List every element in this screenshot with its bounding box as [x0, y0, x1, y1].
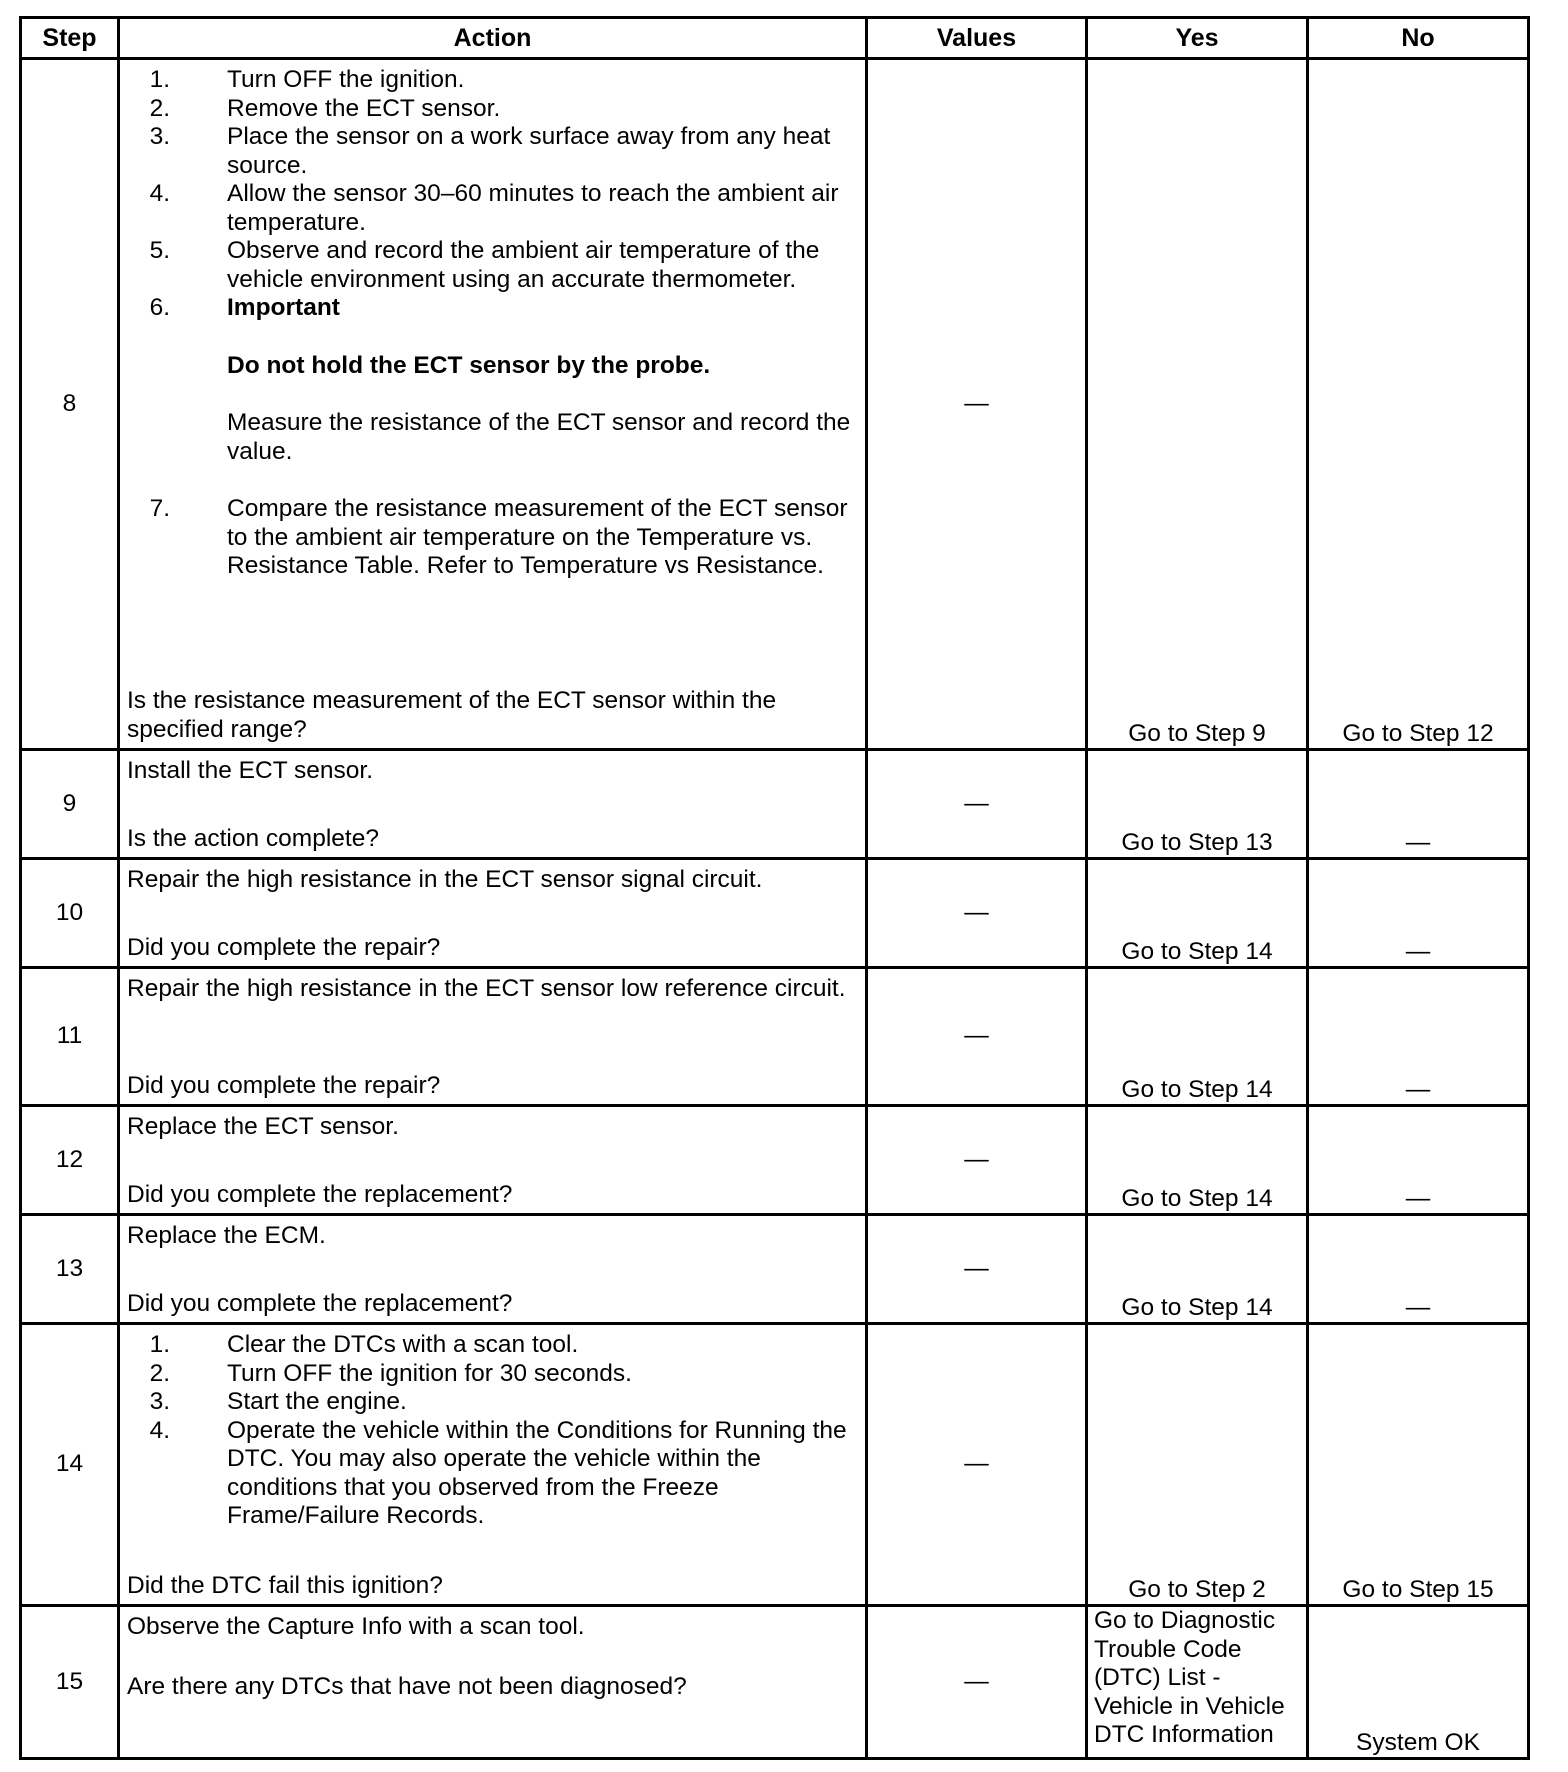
no-cell: — — [1308, 750, 1529, 859]
header-yes: Yes — [1087, 18, 1308, 59]
list-item-number: 3. — [149, 123, 170, 150]
table-row-step-15 — [21, 1606, 1529, 1759]
action-question: Did the DTC fail this ignition? — [127, 1571, 443, 1599]
action-cell — [119, 968, 867, 1106]
action-content — [127, 1331, 859, 1600]
action-content — [127, 1113, 859, 1209]
important-title: Important — [227, 294, 340, 321]
list-item-number: 4. — [149, 180, 170, 207]
no-cell: — — [1308, 968, 1529, 1106]
list-item — [127, 1388, 859, 1417]
header-row — [21, 18, 1529, 59]
action-question: Did you complete the repair? — [127, 933, 441, 961]
values-cell: — — [867, 1215, 1087, 1324]
action-text: Replace the ECT sensor. — [127, 1113, 399, 1140]
list-item-important — [127, 294, 859, 466]
list-item-text: Compare the resistance measurement of the ECT sensor to the ambient air temperature on the Temperature vs. Resistance Table. Refer to Temperature vs Resistance. — [227, 495, 848, 579]
yes-cell: Go to Step 9 — [1087, 59, 1308, 750]
header-step: Step — [21, 18, 119, 59]
no-cell: — — [1308, 1215, 1529, 1324]
action-content — [127, 66, 859, 744]
action-question: Did you complete the replacement? — [127, 1289, 513, 1317]
list-item-number: 6. — [149, 294, 170, 321]
values-cell: — — [867, 750, 1087, 859]
step-number: 12 — [21, 1106, 119, 1215]
values-cell: — — [867, 1606, 1087, 1759]
list-item-number: 2. — [149, 94, 170, 122]
action-cell — [119, 1215, 867, 1324]
list-item-text: Turn OFF the ignition. — [227, 66, 465, 93]
list-item — [127, 237, 859, 294]
table-row-step-8 — [21, 59, 1529, 750]
table-row-step-13 — [21, 1215, 1529, 1324]
no-cell: — — [1308, 1106, 1529, 1215]
list-item — [127, 495, 859, 581]
yes-cell: Go to Step 14 — [1087, 1215, 1308, 1324]
action-text: Observe the Capture Info with a scan tool. — [127, 1613, 585, 1640]
values-cell: — — [867, 859, 1087, 968]
important-note — [227, 294, 859, 466]
list-item-number: 7. — [149, 495, 170, 522]
list-item — [127, 95, 859, 124]
action-cell — [119, 1606, 867, 1759]
yes-cell: Go to Step 13 — [1087, 750, 1308, 859]
list-item-text: Observe and record the ambient air temperature of the vehicle environment using an accurate thermometer. — [227, 237, 820, 293]
list-item — [127, 66, 859, 95]
step-number: 8 — [21, 59, 119, 750]
table-row-step-14 — [21, 1324, 1529, 1606]
table-row-step-12 — [21, 1106, 1529, 1215]
action-cell — [119, 59, 867, 750]
list-item-number: 1. — [149, 1331, 170, 1358]
action-question: Did you complete the replacement? — [127, 1180, 513, 1208]
step-number: 15 — [21, 1606, 119, 1759]
yes-cell: Go to Step 14 — [1087, 859, 1308, 968]
no-cell: — — [1308, 859, 1529, 968]
action-question: Are there any DTCs that have not been diagnosed? — [127, 1672, 687, 1700]
list-item-text: Start the engine. — [227, 1388, 407, 1415]
list-item-text: Place the sensor on a work surface away from any heat source. — [227, 123, 831, 179]
action-text: Repair the high resistance in the ECT sensor low reference circuit. — [127, 975, 846, 1002]
list-item-text: Clear the DTCs with a scan tool. — [227, 1331, 579, 1358]
action-content — [127, 1222, 859, 1318]
list-item-number: 3. — [149, 1388, 170, 1415]
values-cell: — — [867, 968, 1087, 1106]
action-question: Did you complete the repair? — [127, 1071, 441, 1099]
important-warning: Do not hold the ECT sensor by the probe. — [227, 351, 711, 379]
action-content — [127, 866, 859, 962]
header-values: Values — [867, 18, 1087, 59]
yes-cell: Go to Step 14 — [1087, 1106, 1308, 1215]
action-step-list — [127, 66, 859, 581]
list-item — [127, 1417, 859, 1531]
values-cell: — — [867, 59, 1087, 750]
list-item — [127, 180, 859, 237]
action-content — [127, 757, 859, 853]
list-item-number: 4. — [149, 1416, 170, 1444]
step-number: 10 — [21, 859, 119, 968]
list-item-text: Operate the vehicle within the Conditions for Running the DTC. You may also operate the vehicle within the conditions that you observed from the Freeze Frame/Failure Records. — [227, 1416, 847, 1529]
no-cell: System OK — [1308, 1606, 1529, 1759]
header-no: No — [1308, 18, 1529, 59]
list-item-text: Allow the sensor 30–60 minutes to reach the ambient air temperature. — [227, 180, 839, 236]
step-number: 11 — [21, 968, 119, 1106]
table-row-step-9 — [21, 750, 1529, 859]
list-item — [127, 1360, 859, 1389]
list-item-number: 2. — [149, 1359, 170, 1387]
step-number: 14 — [21, 1324, 119, 1606]
table-row-step-11 — [21, 968, 1529, 1106]
list-item-number: 5. — [149, 237, 170, 264]
no-cell: Go to Step 15 — [1308, 1324, 1529, 1606]
values-cell: — — [867, 1106, 1087, 1215]
step-number: 9 — [21, 750, 119, 859]
yes-cell: Go to Diagnostic Trouble Code (DTC) List - Vehicle in Vehicle DTC Information — [1087, 1606, 1308, 1759]
action-step-list — [127, 1331, 859, 1531]
action-question: Is the action complete? — [127, 824, 379, 852]
yes-cell: Go to Step 14 — [1087, 968, 1308, 1106]
list-item-text: Turn OFF the ignition for 30 seconds. — [227, 1359, 632, 1387]
list-item-text: Remove the ECT sensor. — [227, 94, 501, 122]
action-cell — [119, 1106, 867, 1215]
list-item — [127, 1331, 859, 1360]
important-instruction: Measure the resistance of the ECT sensor and record the value. — [227, 409, 851, 465]
table-row-step-10 — [21, 859, 1529, 968]
list-item-number: 1. — [149, 66, 170, 93]
action-text: Install the ECT sensor. — [127, 757, 374, 784]
diagnostic-table — [19, 16, 1530, 1760]
action-content — [127, 975, 859, 1100]
yes-cell: Go to Step 2 — [1087, 1324, 1308, 1606]
header-action: Action — [119, 18, 867, 59]
step-number: 13 — [21, 1215, 119, 1324]
action-text: Replace the ECM. — [127, 1222, 326, 1249]
values-cell: — — [867, 1324, 1087, 1606]
action-cell — [119, 859, 867, 968]
action-cell — [119, 1324, 867, 1606]
action-cell — [119, 750, 867, 859]
no-cell: Go to Step 12 — [1308, 59, 1529, 750]
action-question: Is the resistance measurement of the ECT sensor within the specified range? — [127, 687, 777, 743]
action-text: Repair the high resistance in the ECT sensor signal circuit. — [127, 866, 763, 893]
list-item — [127, 123, 859, 180]
